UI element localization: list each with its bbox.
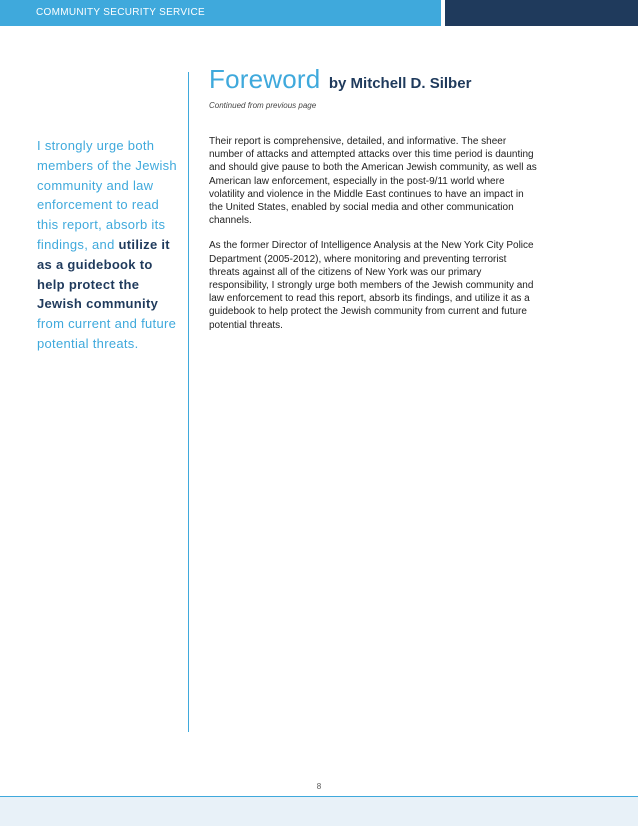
page-title: Foreword	[209, 64, 321, 94]
pull-quote-intro: I strongly urge both members of the Jewish community and law enforcement to read this report, absorb its findings, and	[37, 138, 177, 252]
column-divider	[188, 72, 189, 732]
pull-quote	[37, 136, 182, 354]
body-paragraph-2: As the former Director of Intelligence Analysis at the New York City Police Department (2005-2012), where monitoring and preventing terrorist threats against all of the citizens of New York was our primary responsibility, I strongly urge both members of the Jewish community and law enforcement to read this report, absorb its findings, and utilize it as a guidebook to help protect the Jewish community from current and future potential threats.	[209, 240, 534, 331]
page-number: 8	[316, 782, 322, 791]
top-banner-light-segment	[0, 0, 441, 26]
pull-quote-outro: from current and future potential threats.	[37, 316, 177, 351]
body-paragraph-1: Their report is comprehensive, detailed, and informative. The sheer number of attacks and attempted attacks over this time period is daunting and should give pause to both the American Jewish community, as well as American law enforcement, especially in the post-9/11 world where volatility and violence in the Middle East continues to have an impact in the United States, enabled by social media and other communication channels.	[209, 136, 537, 227]
pull-quote-highlight: utilize it as a guidebook to help protect the Jewish community	[37, 236, 170, 312]
continued-note: Continued from previous page	[209, 101, 317, 110]
top-banner	[0, 0, 638, 26]
footer-band	[0, 797, 638, 826]
organization-name: COMMUNITY SECURITY SERVICE	[36, 7, 205, 18]
author-byline: by Mitchell D. Silber	[328, 75, 472, 92]
article-body	[209, 135, 539, 344]
article-header	[209, 64, 471, 95]
top-banner-dark-segment	[445, 0, 638, 26]
